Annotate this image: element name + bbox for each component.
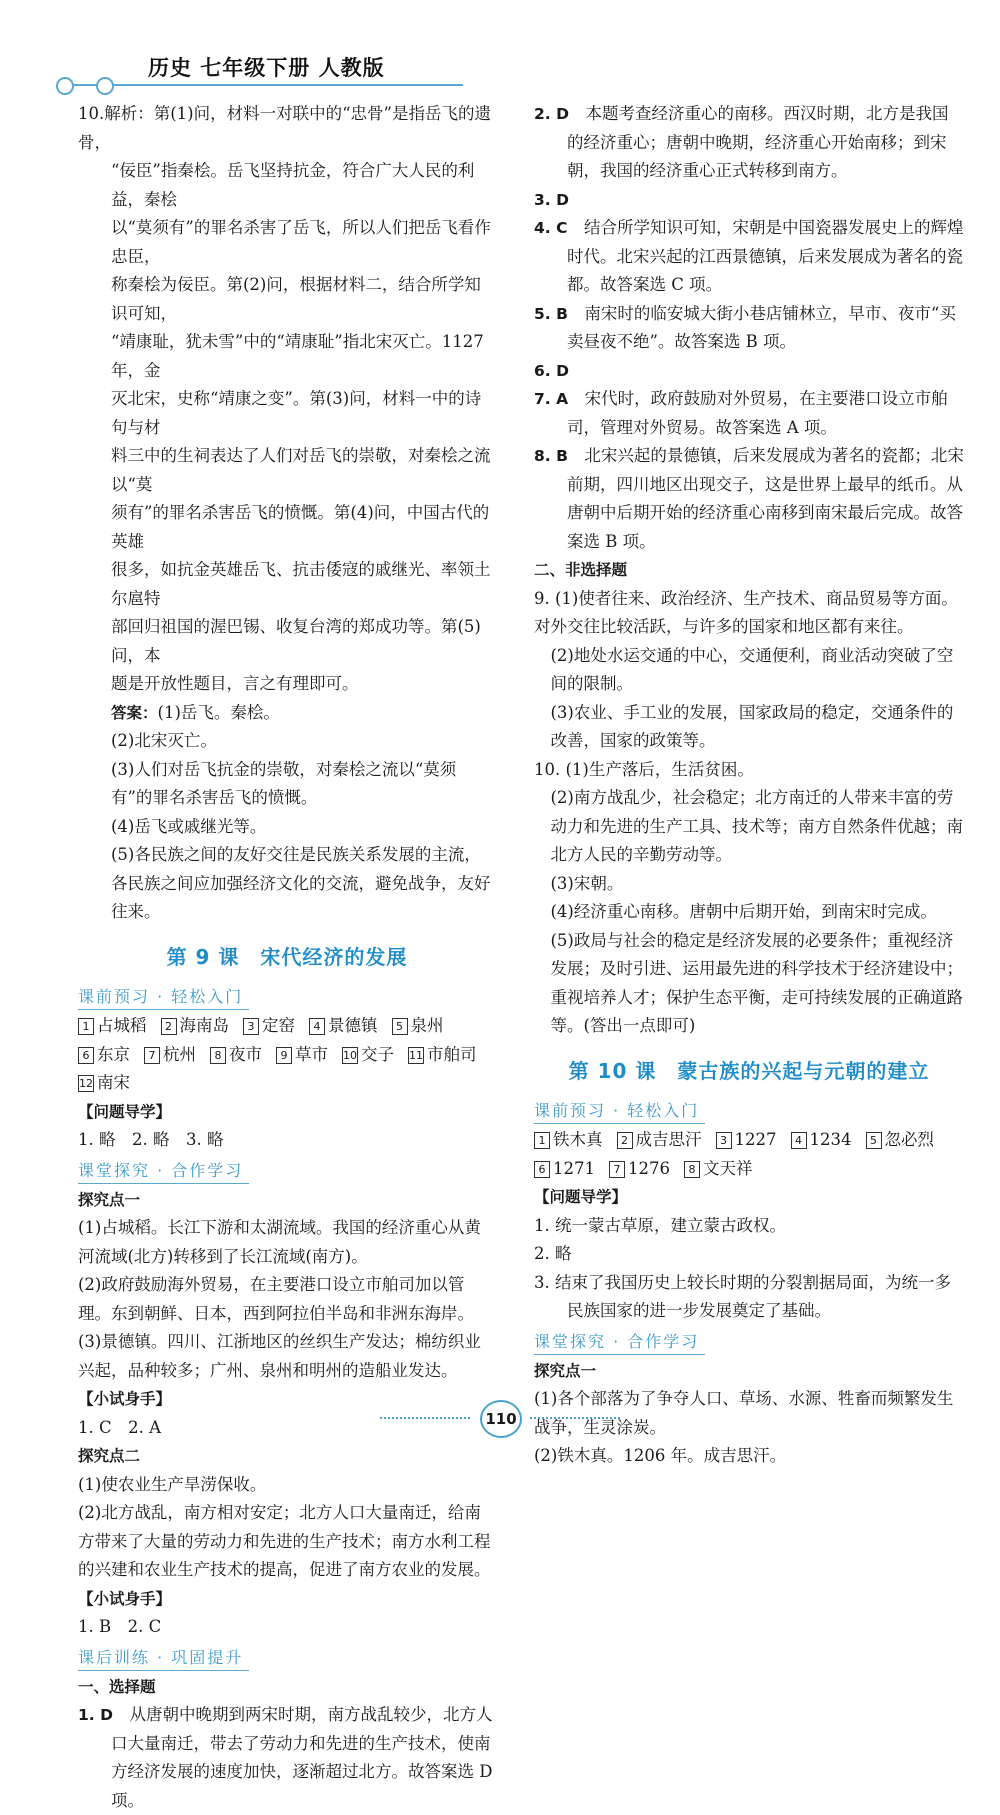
q10-analysis-line: 10.解析：第(1)问，材料一对联中的“忠骨”是指岳飞的遗骨，: [78, 104, 491, 152]
list-item: 5 泉州: [392, 1012, 444, 1041]
page-footer: [380, 1398, 620, 1438]
guide-item: 3. 结束了我国历史上较长时期的分裂割据局面，为统一多民族国家的进一步发展奠定了基础。: [534, 1272, 951, 1320]
list-item: 4 景德镇: [309, 1012, 378, 1041]
list-item: 9 草市: [276, 1041, 328, 1070]
list-item: 2 海南岛: [161, 1012, 230, 1041]
nonchoice-heading: 二、非选择题: [534, 561, 628, 579]
footer-dots: [530, 1417, 620, 1419]
answer-item: (5)各民族之间的友好交往是民族关系发展的主流，各民族之间应加强经济文化的交流，避免战争，友好往来。: [111, 845, 491, 921]
try-heading: 【小试身手】: [78, 1589, 172, 1608]
choice-answer: 2. D 本题考查经济重心的南移。西汉时期，北方是我国的经济重心；唐朝中晚期，经济重心开始南移；到宋朝，我国的经济重心正式转移到南方。: [534, 104, 949, 180]
choice-answer: 6. D: [534, 361, 569, 380]
lesson-9-title: 第 9 课 宋代经济的发展: [166, 944, 408, 969]
header-circle-icon: [96, 77, 114, 95]
list-item: 2 成吉思汗: [617, 1126, 702, 1155]
q10-item: (3)宋朝。: [550, 873, 624, 893]
explore-item: (3)景德镇。四川、江浙地区的丝织生产发达；棉纺织业兴起，品种较多；广州、泉州和明州的造船业发达。: [78, 1332, 481, 1380]
lesson-10-title: 第 10 课 蒙古族的兴起与元朝的建立: [568, 1058, 930, 1083]
answer-label: 答案：: [111, 703, 158, 722]
list-item: 12 南宋: [79, 1073, 130, 1092]
q10-analysis-line: 须有”的罪名杀害岳飞的愤慨。第(4)问，中国古代的英雄: [111, 503, 490, 551]
q10-analysis-line: 以“莫须有”的罪名杀害了岳飞，所以人们把岳飞看作忠臣，: [111, 218, 491, 266]
try-answers: 1. B 2. C: [78, 1617, 162, 1636]
q10-analysis-line: 称秦桧为佞臣。第(2)问，根据材料二，结合所学知识可知，: [111, 275, 481, 323]
guide-item: 2. 略: [534, 1244, 572, 1263]
section-preview: 课前预习 · 轻松入门: [534, 1099, 705, 1124]
list-item: 7 杭州: [144, 1041, 196, 1070]
list-item: 1 占城稻: [78, 1012, 147, 1041]
choice-answer: 7. A 宋代时，政府鼓励对外贸易，在主要港口设立市舶司，管理对外贸易。故答案选 A 项。: [534, 389, 948, 437]
choice-answer: 1. D 从唐朝中晚期到两宋时期，南方战乱较少，北方人口大量南迁，带去了劳动力和先进的生产技术，使南方经济发展的速度加快，逐渐超过北方。故答案选 D 项。: [78, 1705, 493, 1810]
page-number: 110: [480, 1400, 522, 1438]
list-item: 3 1227: [716, 1126, 777, 1155]
list-item: 7 1276: [609, 1155, 670, 1184]
guide-item: 1. 统一蒙古草原，建立蒙古政权。: [534, 1215, 786, 1235]
try-answers: 1. C 2. A: [78, 1417, 162, 1437]
choice-answer: 8. B 北宋兴起的景德镇，后来发展成为著名的瓷都；北宋前期，四川地区出现交子，这是世界上最早的纸币。从唐朝中后期开始的经济重心南移到南宋最后完成。故答案选 B 项。: [534, 446, 964, 551]
explore-item: (1)占城稻。长江下游和太湖流域。我国的经济重心从黄河流域(北方)转移到了长江流域(南方)。: [78, 1218, 481, 1266]
guide-heading: 【问题导学】: [534, 1188, 628, 1206]
list-item: 10 交子: [343, 1044, 394, 1064]
q10-analysis-line: 很多，如抗金英雄岳飞、抗击倭寇的戚继光、率领土尔扈特: [111, 560, 491, 608]
q9-item: (3)农业、手工业的发展，国家政局的稳定，交通条件的改善，国家的政策等。: [550, 702, 954, 750]
q10-analysis-line: 灭北宋，史称“靖康之变”。第(3)问，材料一中的诗句与材: [111, 389, 482, 437]
page-header: [56, 50, 476, 100]
guide-answers: 1. 略 2. 略 3. 略: [78, 1130, 224, 1149]
list-item: 6 1271: [534, 1155, 595, 1184]
answer-item: (3)人们对岳飞抗金的崇敬，对秦桧之流以“莫须有”的罪名杀害岳飞的愤慨。: [111, 759, 457, 807]
list-item: 11 市舶司: [409, 1044, 477, 1064]
explore-item: (1)各个部落为了争夺人口、草场、水源、牲畜而频繁发生战争，生灵涂炭。: [534, 1389, 954, 1437]
choice-answer: 5. B 南宋时的临安城大街小巷店铺林立，早市、夜市“买卖昼夜不绝”。故答案选 B 项。: [534, 303, 956, 351]
q10-analysis-line: 料三中的生祠表达了人们对岳飞的崇敬，对秦桧之流以“莫: [111, 446, 491, 494]
explore-heading: 探究点一: [78, 1190, 141, 1209]
q10-item: (4)经济重心南移。唐朝中后期开始，到南宋时完成。: [550, 902, 937, 921]
header-title: 历史 七年级下册 人教版: [148, 56, 385, 80]
choice-answer: 4. C 结合所学知识可知，宋朝是中国瓷器发展史上的辉煌时代。北宋兴起的江西景德镇，后来发展成为著名的瓷都。故答案选 C 项。: [534, 218, 964, 294]
left-column: [78, 100, 496, 1815]
preview-answers: [78, 1012, 496, 1098]
try-heading: 【小试身手】: [78, 1390, 172, 1408]
explore-item: (2)政府鼓励海外贸易，在主要港口设立市舶司加以管理。东到朝鲜、日本，西到阿拉伯半岛和非洲东海岸。: [78, 1275, 474, 1323]
explore-heading: 探究点一: [534, 1361, 597, 1380]
q9-item: (2)地处水运交通的中心，交通便利，商业活动突破了空间的限制。: [550, 645, 954, 693]
preview-answers: [534, 1126, 964, 1183]
footer-dots: [380, 1417, 470, 1419]
explore-heading: 探究点二: [78, 1447, 141, 1465]
list-item: 5 忽必烈: [866, 1126, 935, 1155]
explore-item: (2)北方战乱，南方相对安定；北方人口大量南迁，给南方带来了大量的劳动力和先进的生产技术；南方水利工程的兴建和农业生产技术的提高，促进了南方农业的发展。: [78, 1503, 491, 1579]
q9-item: 9. (1)使者往来、政治经济、生产技术、商品贸易等方面。对外交往比较活跃，与许多的国家和地区都有来往。: [534, 588, 958, 636]
section-class: 课堂探究 · 合作学习: [78, 1159, 249, 1184]
section-after-class: 课后训练 · 巩固提升: [78, 1646, 249, 1671]
answer-item: (2)北宋灭亡。: [111, 731, 217, 750]
explore-item: (1)使农业生产旱涝保收。: [78, 1474, 267, 1494]
list-item: 1 铁木真: [534, 1126, 603, 1155]
q10-analysis-line: “佞臣”指秦桧。岳飞坚持抗金，符合广大人民的利益，秦桧: [111, 161, 475, 209]
list-item: 6 东京: [78, 1041, 130, 1070]
answer-item: (1)岳飞。秦桧。: [157, 702, 280, 722]
section-preview: 课前预习 · 轻松入门: [78, 985, 249, 1010]
list-item: 8 文天祥: [684, 1155, 753, 1184]
right-column: [534, 100, 964, 1471]
explore-item: (2)铁木真。1206 年。成吉思汗。: [534, 1446, 787, 1465]
choice-heading: 一、选择题: [78, 1677, 156, 1696]
list-item: 8 夜市: [210, 1041, 262, 1070]
header-rule: [68, 84, 463, 86]
list-item: 4 1234: [791, 1126, 852, 1155]
header-circle-icon: [56, 77, 74, 95]
guide-heading: 【问题导学】: [78, 1102, 172, 1121]
q10-item: (5)政局与社会的稳定是经济发展的必要条件；重视经济发展；及时引进、运用最先进的科学技术于经济建设中；重视培养人才；保护生态平衡，走可持续发展的正确道路等。(答出一点即可): [550, 930, 963, 1035]
q10-analysis-line: 部回归祖国的渥巴锡、收复台湾的郑成功等。第(5)问，本: [111, 617, 481, 665]
choice-answer: 3. D: [534, 190, 569, 209]
q10-analysis-line: “靖康耻，犹未雪”中的“靖康耻”指北宋灭亡。1127 年，金: [111, 332, 484, 380]
answer-item: (4)岳飞或戚继光等。: [111, 816, 267, 836]
q10-item: 10. (1)生产落后，生活贫困。: [534, 759, 754, 779]
q10-analysis-line: 题是开放性题目，言之有理即可。: [111, 674, 359, 693]
q10-item: (2)南方战乱少，社会稳定；北方南迁的人带来丰富的劳动力和先进的生产工具、技术等；南方自然条件优越；南北方人民的辛勤劳动等。: [550, 788, 963, 864]
list-item: 3 定窑: [243, 1012, 295, 1041]
section-class: 课堂探究 · 合作学习: [534, 1330, 705, 1355]
